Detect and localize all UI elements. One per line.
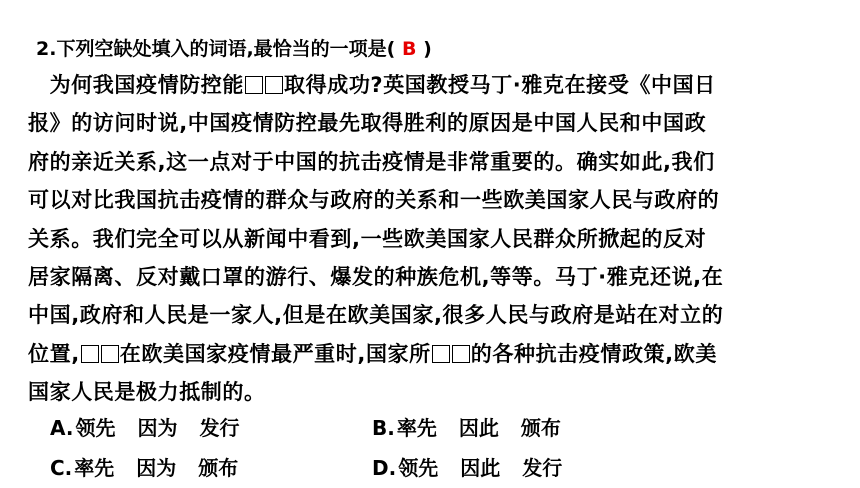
options-block	[50, 408, 830, 488]
option-d[interactable]	[372, 448, 584, 488]
passage-text: 的各种抗击疫情政策,欧美	[470, 341, 717, 366]
question-prefix: 2.下列空缺处填入的词语,最恰当的一项是(	[36, 38, 396, 60]
option-word: 发行	[522, 456, 563, 480]
passage-line: 可以对比我国抗击疫情的群众与政府的关系和一些欧美国家人民与政府的	[28, 188, 720, 213]
passage-line: 府的亲近关系,这一点对于中国的抗击疫情是非常重要的。确实如此,我们	[28, 149, 715, 174]
options-row	[50, 408, 830, 448]
passage-line: 报》的访问时说,中国疫情防控最先取得胜利的原因是中国人民和中国政	[28, 111, 707, 136]
option-word: 领先	[75, 416, 116, 440]
option-letter: C.	[50, 456, 73, 480]
option-word: 因为	[136, 456, 177, 480]
option-word: 发行	[199, 416, 240, 440]
option-word: 因此	[460, 456, 501, 480]
passage-text: 取得成功?英国教授马丁·雅克在接受《中国日	[284, 73, 716, 97]
passage-text: 在欧美国家疫情最严重时,国家所	[119, 341, 431, 366]
blank-box	[265, 76, 283, 94]
option-letter: B.	[372, 416, 395, 440]
blank-box	[452, 345, 470, 363]
question-suffix: )	[423, 38, 432, 60]
blank-box	[432, 345, 450, 363]
passage-line	[28, 66, 828, 104]
passage-line: 关系。我们完全可以从新闻中看到,一些欧美国家人民群众所掀起的反对	[28, 226, 707, 251]
answer-letter: B	[401, 38, 417, 60]
option-letter: D.	[372, 456, 397, 480]
blank-box	[101, 345, 119, 363]
option-letter: A.	[50, 416, 74, 440]
blank-box	[81, 345, 99, 363]
passage-text: 位置,	[28, 341, 80, 366]
option-word: 率先	[74, 456, 115, 480]
option-word: 率先	[396, 416, 437, 440]
option-word: 领先	[398, 456, 439, 480]
option-c[interactable]	[50, 448, 260, 488]
passage	[28, 66, 828, 412]
passage-line: 居家隔离、反对戴口罩的游行、爆发的种族危机,等等。马丁·雅克还说,在	[28, 264, 724, 289]
option-word: 颁布	[198, 456, 239, 480]
question-stem	[36, 30, 432, 68]
passage-line: 国家人民是极力抵制的。	[28, 380, 266, 405]
passage-line	[28, 335, 828, 373]
options-row	[50, 448, 830, 488]
option-word: 因为	[137, 416, 178, 440]
blank-box	[245, 76, 263, 94]
option-word: 因此	[458, 416, 499, 440]
option-word: 颁布	[520, 416, 561, 440]
option-a[interactable]	[50, 408, 261, 448]
passage-text: 为何我国疫情防控能	[49, 73, 245, 97]
passage-line: 中国,政府和人民是一家人,但是在欧美国家,很多人民与政府是站在对立的	[28, 303, 724, 328]
option-b[interactable]	[372, 408, 583, 448]
